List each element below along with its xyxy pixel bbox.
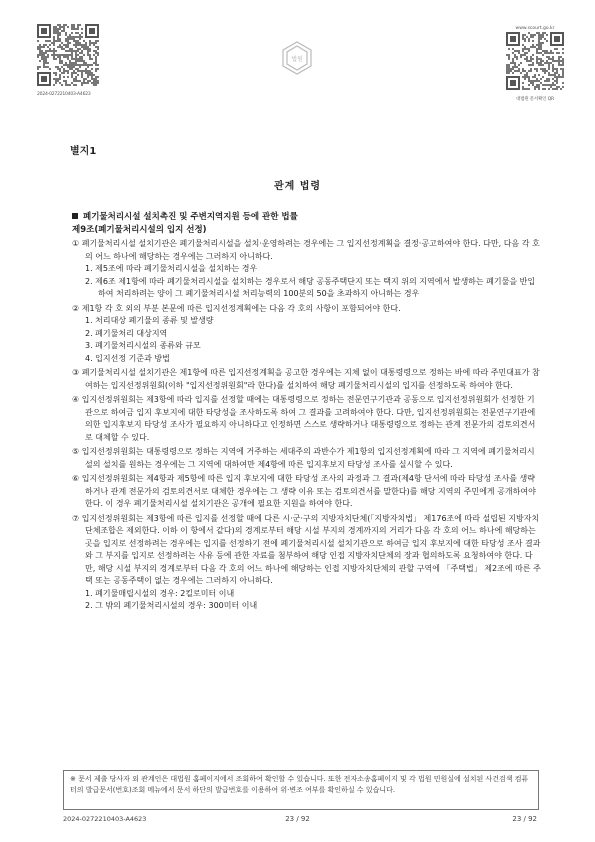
verification-notice: ※ 문서 제출 당사자 외 관계인은 대법원 홈페이지에서 조회하여 확인할 수 있습니다. 또한 전자소송홈페이지 및 각 법원 민원실에 설치된 사건검색 컴퓨터의 발급문서(번호)조회 메뉴에서 문서 하단의 발급번호를 이용하여 위·변조 여부를 확인하실 수 있습니다. (63, 770, 539, 810)
paragraph-list (72, 238, 542, 613)
paragraph: ① 폐기물처리시설 설치기관은 폐기물처리시설을 설치·운영하려는 경우에는 그 입지선정계획을 결정·공고하여야 한다. 다만, 다음 각 호의 어느 하나에 해당하는 경우에는 그러하지 아니하다. (72, 239, 540, 261)
emblem-text: 법원 (291, 56, 303, 63)
qr-caption: 대법원 문서확인 QR (516, 97, 554, 102)
document-title: 관계 법령 (273, 181, 322, 192)
list-item: 1. 처리대상 폐기물의 종류 및 발생량 (85, 316, 214, 325)
page-number-center: 23 / 92 (285, 815, 310, 823)
court-url: www.scourt.go.kr (515, 26, 555, 31)
list-item: 1. 제5조에 따라 폐기물처리시설을 설치하는 경우 (85, 264, 258, 273)
list-item: 2. 폐기물처리 대상지역 (85, 328, 168, 338)
law-name-text: 폐기물처리시설 설치촉진 및 주변지역지원 등에 관한 법률 (83, 212, 298, 222)
paragraph: ⑦ 입지선정위원회는 제3항에 따른 입지를 선정할 때에 다른 시·군·구의 지방자치단체(「지방자치법」 제176조에 따라 설립된 지방자치단체조합은 제외한다. 이하 이 항에서 같다)의 경계로부터 해당 시설 부지의 경계까지의 거리가 다음 각 호의 어느 하나에 해당하는 곳을 입지로 선정하려는 경우에는 입지를 선정하기 전에 폐기물처리시설 설치기관으로 하여금 입지 후보지에 대한 타당성 조사 결과와 그 부지를 입지로 선정하려는 사유 등에 관한 자료를 첨부하여 해당 인접 지방자치단체의 장과 협의하도록 요청하여야 한다. 다만, 해당 시설 부지의 경계로부터 다음 각 호의 어느 하나에 해당하는 인접 지방자치단체의 관할 구역에 「주택법」 제2조에 따른 주택 또는 공동주택이 없는 경우에는 그러하지 아니하다. (72, 513, 541, 585)
qr-code-icon (506, 32, 564, 90)
paragraph: ② 제1항 각 호 외의 부분 본문에 따른 입지선정계획에는 다음 각 호의 사항이 포함되어야 한다. (72, 303, 401, 313)
verification-qr-right (506, 26, 564, 100)
document-id: 2024-0272210403-A4623 (63, 815, 147, 823)
paragraph: ⑥ 입지선정위원회는 제4항과 제5항에 따른 입지 후보지에 대한 타당성 조사의 과정과 그 결과(제4항 단서에 따라 타당성 조사를 생략하거나 관계 전문가의 검토의견서로 대체한 경우에는 그 생략 이유 또는 검토의견서를 말한다)를 해당 지역의 주민에게 공개하여야 한다. 이 경우 폐기물처리시설 설치기관은 공개에 필요한 지원을 하여야 한다. (72, 474, 536, 508)
list-item: 3. 폐기물처리시설의 종류와 규모 (85, 341, 201, 350)
article-title: 제9조(폐기물처리시설의 입지 선정) (72, 224, 207, 235)
page-number-right: 23 / 92 (512, 815, 537, 823)
bullet-square-icon (72, 213, 78, 219)
list-item: 1. 폐기물매립시설의 경우: 2킬로미터 이내 (85, 588, 235, 598)
paragraph: ④ 입지선정위원회는 제3항에 따라 입지를 선정할 때에는 대통령령으로 정하는 전문연구기관과 공동으로 입지선정위원회가 선정한 기관으로 하여금 입지 후보지에 대한 타당성을 조사하도록 하여 그 결과를 고려하여야 한다. 다만, 입지선정위원회는 전문연구기관에 의한 입지후보지 타당성 조사가 필요하지 아니하다고 인정하면 스스로 생략하거나 대통령령으로 정하는 관계 전문가의 검토의견서로 대체할 수 있다. (72, 395, 536, 442)
law-content (72, 211, 542, 613)
list-item: 2. 그 밖의 폐기물처리시설의 경우: 300미터 이내 (85, 601, 258, 610)
law-name (72, 211, 542, 224)
list-item: 2. 제6조 제1항에 따라 폐기물처리시설을 설치하는 경우로서 해당 공동주택단지 또는 택지 위의 지역에서 발생하는 폐기물을 반입하여 처리하려는 양이 그 폐기물처리시설 처리능력의 100분의 50을 초과하지 아니하는 경우 (85, 276, 536, 298)
court-emblem-icon (280, 40, 314, 76)
qr-caption: 2024-0272210403-A4623 (37, 92, 91, 97)
verification-qr-left (37, 24, 99, 98)
qr-code-icon (37, 24, 99, 86)
list-item: 4. 입지선정 기준과 방법 (85, 353, 170, 363)
paragraph: ③ 폐기물처리시설 설치기관은 제1항에 따른 입지선정계획을 공고한 경우에는 지체 없이 대통령령으로 정하는 바에 따라 주민대표가 참여하는 입지선정위원회(이하 "입지선정위원회"라 한다)를 설치하여 해당 폐기물처리시설의 입지를 선정하도록 하여야 한다. (72, 368, 540, 390)
paragraph: ⑤ 입지선정위원회는 대통령령으로 정하는 지역에 거주하는 세대주의 과반수가 제1항의 입지선정계획에 따라 그 지역에 폐기물처리시설의 설치를 원하는 경우에는 그 지역에 대하여만 제4항에 따른 입지후보지 타당성 조사를 실시할 수 있다. (72, 447, 535, 469)
attachment-label: 별지1 (70, 146, 97, 157)
